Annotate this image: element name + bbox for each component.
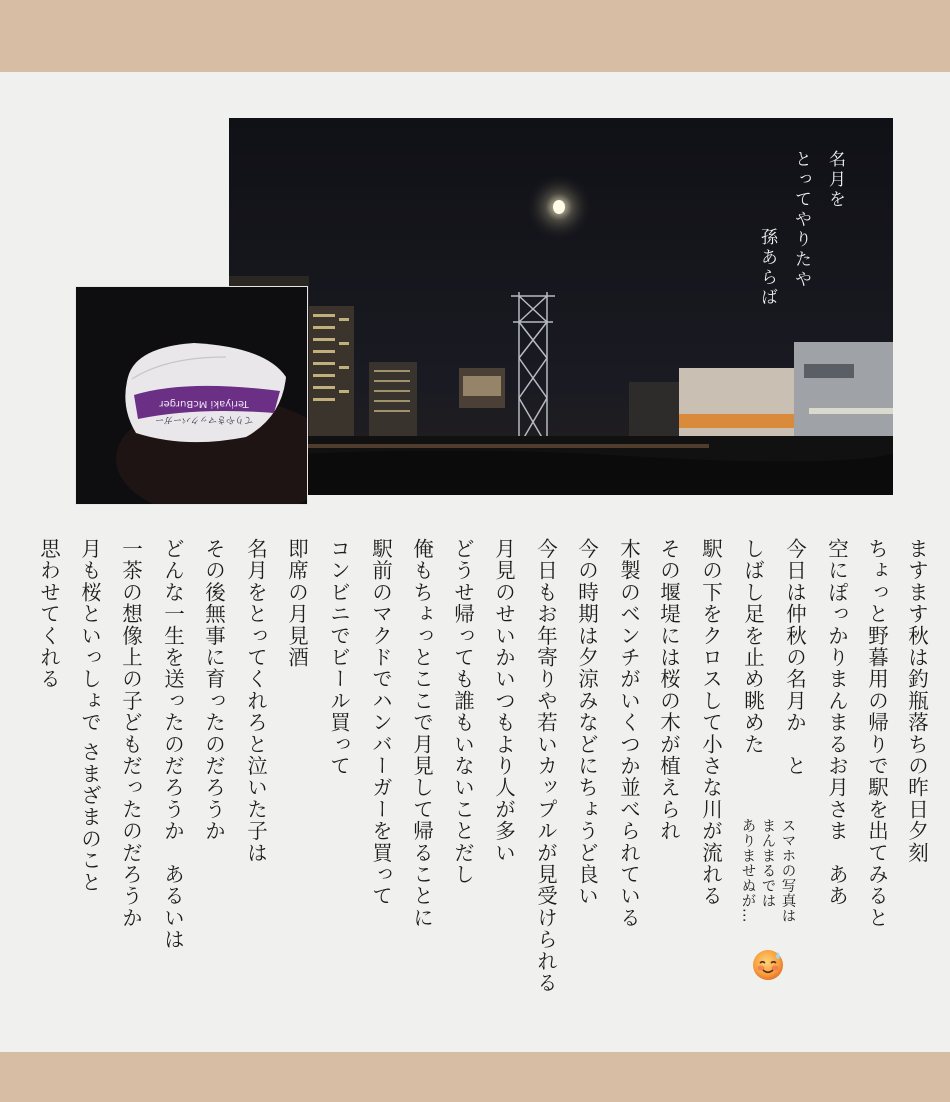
bottom-band <box>0 1052 950 1102</box>
poem-line-17: 名月をとってくれろと泣いた子は <box>243 538 268 864</box>
poem-line-6: 駅の下をクロスして小さな川が流れる <box>698 538 723 907</box>
haiku-line-3: 孫あらば <box>757 228 777 308</box>
poem-line-22: 思わせてくれる <box>36 538 61 690</box>
poem-line-9: 今の時期は夕涼みなどにちょうど良い <box>574 538 599 907</box>
poem-line-2: ちょっと野暮用の帰りで駅を出てみると <box>864 538 889 929</box>
wrapper-text-jp: てりやきマックバーガー <box>155 414 253 424</box>
poem-line-1: ますます秋は釣瓶落ちの昨日夕刻 <box>904 538 929 864</box>
poem-line-18: その後無事に育ったのだろうか <box>201 538 226 842</box>
note-line-3: ありませぬが… <box>739 818 756 923</box>
poem-line-11: 月見のせいかいつもより人が多い <box>491 538 516 864</box>
poem-line-3: 空にぽっかりまんまるお月さま ああ <box>824 538 849 907</box>
wrapper-text: Teriyaki McBurger <box>159 398 249 409</box>
poem-line-20: 一茶の想像上の子どもだったのだろうか <box>118 538 143 929</box>
haiku-line-2: とってやりたや <box>791 150 811 290</box>
poem-line-15: コンビニでビール買って <box>326 538 351 777</box>
poem-line-7: その堰堤には桜の木が植えられ <box>656 538 681 842</box>
smiling-face-with-sweat-icon <box>750 946 786 982</box>
poem-line-12: どうせ帰っても誰もいないことだし <box>450 538 475 886</box>
poem-line-14: 駅前のマクドでハンバーガーを買って <box>368 538 393 907</box>
poem-line-21: 月も桜といっしょで さまざまのこと <box>77 538 102 893</box>
poem-line-13: 俺もちょっとここで月見して帰ることに <box>409 538 434 929</box>
haiku-line-1: 名月を <box>825 150 845 210</box>
poem-line-5: しばし足を止め眺めた <box>740 538 765 755</box>
note-line-1: スマホの写真は <box>779 818 796 923</box>
poem-line-8: 木製のベンチがいくつか並べられている <box>616 538 641 929</box>
poem-line-10: 今日もお年寄りや若いカップルが見受けられる <box>533 538 558 994</box>
note-line-2: まんまるでは <box>759 818 776 908</box>
poem-line-16: 即席の月見酒 <box>284 538 309 669</box>
poem-line-19: どんな一生を送ったのだろうか あるいは <box>160 538 185 951</box>
poem-line-4: 今日は仲秋の名月か と <box>782 538 807 777</box>
